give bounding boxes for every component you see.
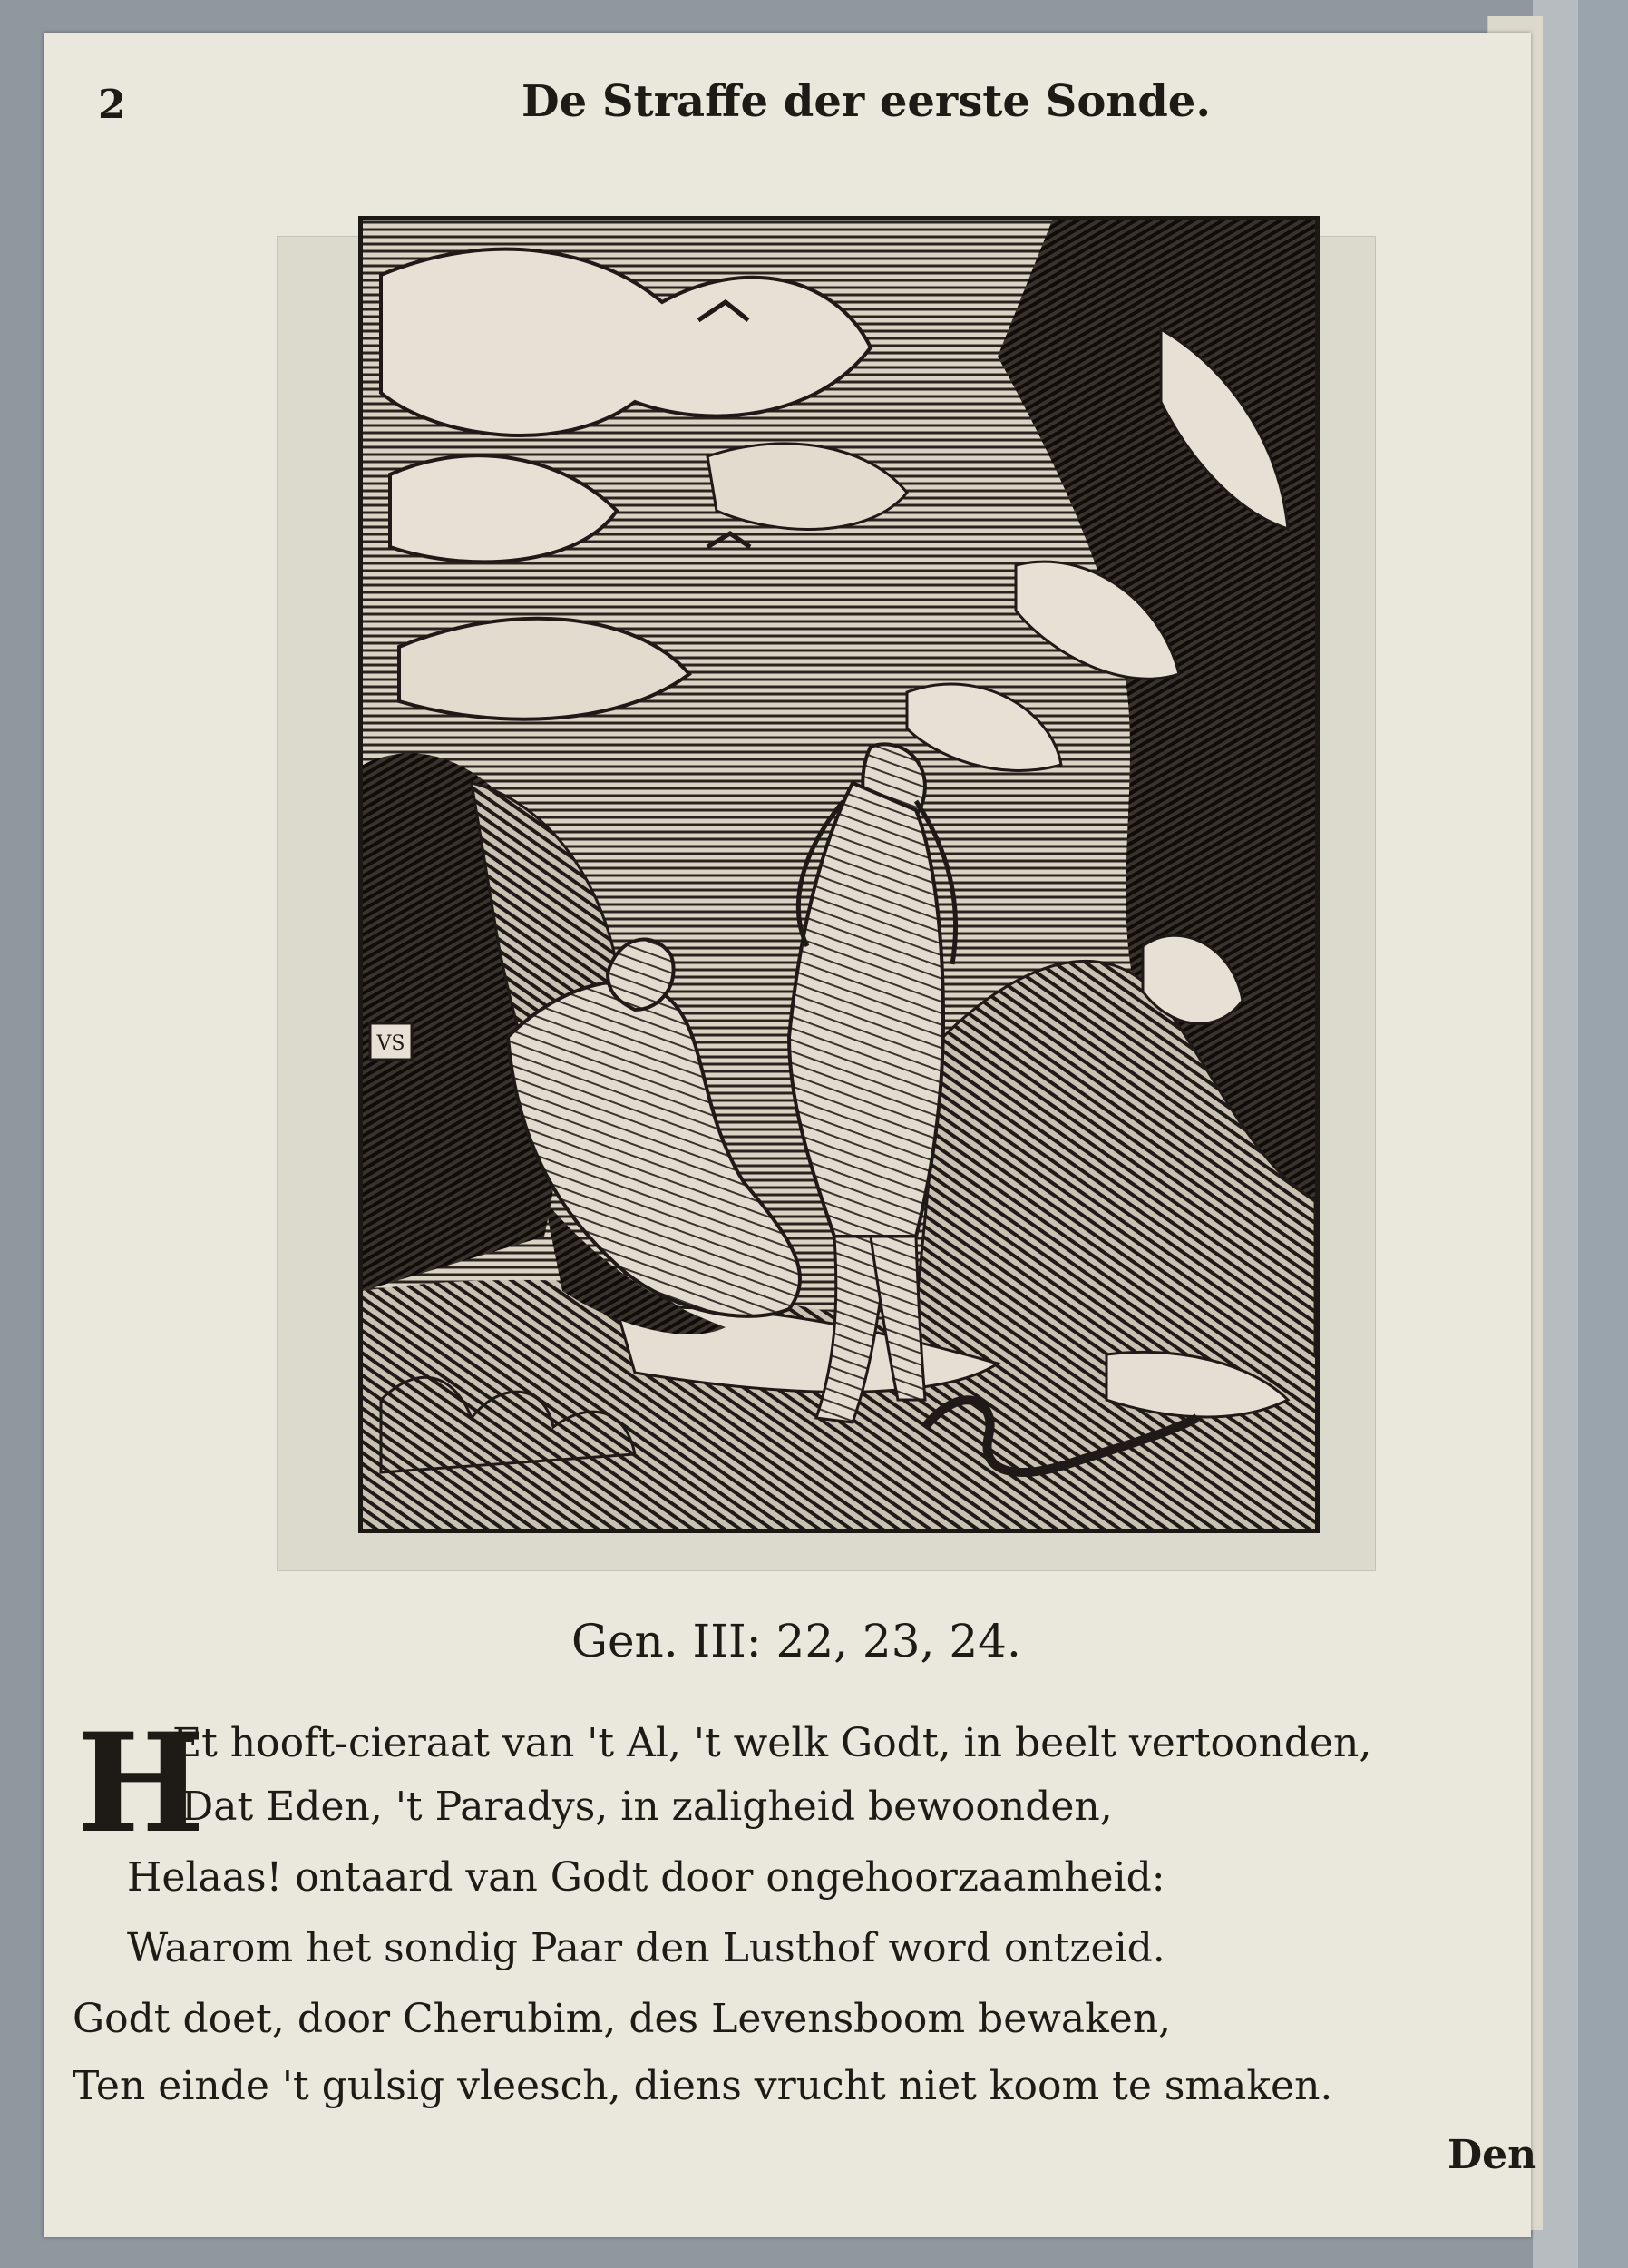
poem-line-1: Et hooft-cieraat van 't Al, 't welk Godt, in beelt vertoonden,	[172, 1720, 1372, 1766]
bible-reference: Gen. III: 22, 23, 24.	[571, 1615, 1021, 1667]
drop-cap: H	[76, 1704, 205, 1863]
woodcut-drawing	[363, 220, 1315, 1529]
catchword: Den	[1448, 2132, 1537, 2178]
poem-line-2: Dat Eden, 't Paradys, in zaligheid bewoonden,	[181, 1784, 1113, 1830]
running-head: De Straffe der eerste Sonde.	[522, 76, 1212, 127]
poem-line-3: Helaas! ontaard van Godt door ongehoorzaamheid:	[127, 1854, 1165, 1901]
poem-line-5: Godt doet, door Cherubim, des Levensboom bewaken,	[73, 1996, 1172, 2042]
woodcut-monogram: VS	[376, 1032, 405, 1055]
poem-line-4: Waarom het sondig Paar den Lusthof word ontzeid.	[127, 1925, 1165, 1971]
background-edge	[1578, 0, 1628, 2268]
woodcut-illustration	[358, 216, 1320, 1533]
page-number: 2	[98, 82, 126, 128]
poem-line-6: Ten einde 't gulsig vleesch, diens vrucht niet koom te smaken.	[73, 2063, 1333, 2109]
